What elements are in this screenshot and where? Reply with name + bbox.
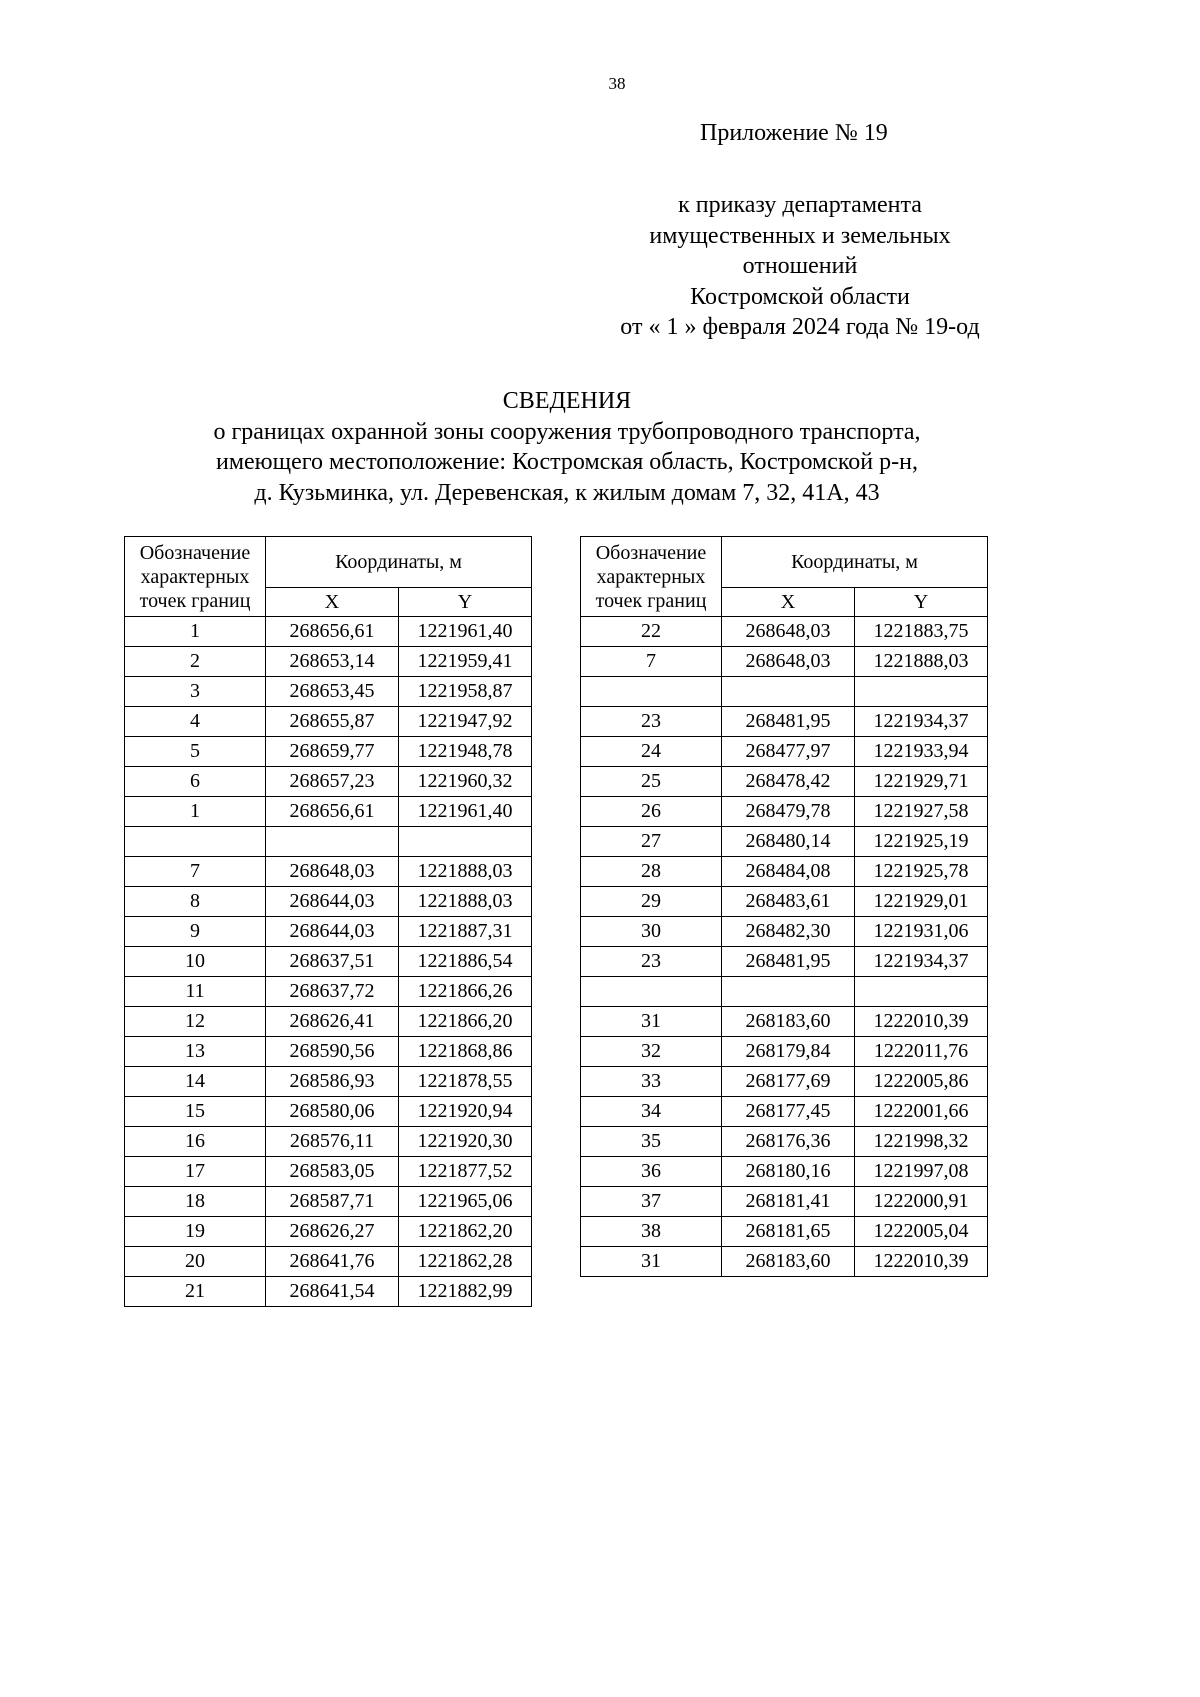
point-column-header: Обозначение характерных точек границ [581,537,722,617]
point-number-cell: 2 [125,647,266,677]
point-number-cell: 19 [125,1217,266,1247]
document-heading [0,386,1134,508]
point-number-cell: 16 [125,1127,266,1157]
table-row [581,767,988,797]
y-coordinate-cell [855,977,988,1007]
x-coordinate-cell: 268478,42 [722,767,855,797]
table-row [581,707,988,737]
coordinates-table-right [580,536,988,1277]
y-coordinate-cell: 1221886,54 [399,947,532,977]
coordinates-header: Координаты, м [266,537,532,588]
point-number-cell: 14 [125,1067,266,1097]
point-number-cell: 28 [581,857,722,887]
x-coordinate-cell: 268626,41 [266,1007,399,1037]
y-coordinate-cell: 1222001,66 [855,1097,988,1127]
point-column-header: Обозначение характерных точек границ [125,537,266,617]
point-number-cell: 20 [125,1247,266,1277]
x-coordinate-cell: 268177,45 [722,1097,855,1127]
point-number-cell [581,677,722,707]
order-line: имущественных и земельных [649,222,951,249]
x-coordinate-cell: 268480,14 [722,827,855,857]
table-row [125,887,532,917]
table-row [125,1127,532,1157]
table-row [125,857,532,887]
y-coordinate-cell: 1221888,03 [399,857,532,887]
point-number-cell: 25 [581,767,722,797]
y-coordinate-cell: 1221961,40 [399,797,532,827]
y-coordinate-cell: 1221965,06 [399,1187,532,1217]
x-coordinate-cell: 268637,72 [266,977,399,1007]
point-number-cell: 1 [125,617,266,647]
point-number-cell: 17 [125,1157,266,1187]
table-row [581,1067,988,1097]
x-coordinate-cell [266,827,399,857]
order-line: от « 1 » февраля 2024 года № 19-од [620,314,980,340]
x-coordinate-cell: 268656,61 [266,797,399,827]
x-coordinate-cell: 268590,56 [266,1037,399,1067]
y-coordinate-cell: 1221920,30 [399,1127,532,1157]
x-coordinate-cell: 268576,11 [266,1127,399,1157]
table-row [581,677,988,707]
x-coordinate-cell: 268626,27 [266,1217,399,1247]
y-coordinate-cell: 1221862,20 [399,1217,532,1247]
table-row [125,617,532,647]
point-number-cell: 11 [125,977,266,1007]
table-row [125,1247,532,1277]
point-number-cell: 29 [581,887,722,917]
x-coordinate-cell: 268481,95 [722,707,855,737]
point-number-cell: 4 [125,707,266,737]
point-number-cell: 10 [125,947,266,977]
x-coordinate-cell: 268479,78 [722,797,855,827]
order-line: отношений [742,253,858,279]
x-coordinate-cell: 268656,61 [266,617,399,647]
y-coordinate-cell: 1221931,06 [855,917,988,947]
point-number-cell: 26 [581,797,722,827]
table-row [125,1067,532,1097]
table-row [125,797,532,827]
table-header-row [125,537,532,588]
y-coordinate-cell [399,827,532,857]
table-row [581,827,988,857]
y-coordinate-cell: 1221862,28 [399,1247,532,1277]
y-coordinate-cell: 1222000,91 [855,1187,988,1217]
point-number-cell: 5 [125,737,266,767]
x-coordinate-cell: 268176,36 [722,1127,855,1157]
point-number-cell [125,827,266,857]
table-row [581,917,988,947]
table-row [581,1037,988,1067]
x-coordinate-cell: 268482,30 [722,917,855,947]
table-row [125,1037,532,1067]
table-row [581,1127,988,1157]
y-coordinate-cell: 1221958,87 [399,677,532,707]
x-coordinate-cell: 268659,77 [266,737,399,767]
y-coordinate-cell: 1221929,71 [855,767,988,797]
y-coordinate-cell: 1221883,75 [855,617,988,647]
point-number-cell: 33 [581,1067,722,1097]
table-row [125,647,532,677]
table-row [125,707,532,737]
y-coordinate-cell: 1221927,58 [855,797,988,827]
y-coordinate-cell: 1221887,31 [399,917,532,947]
table-row [581,737,988,767]
table-row [125,677,532,707]
y-coordinate-cell: 1221866,20 [399,1007,532,1037]
coordinates-table-left [124,536,532,1307]
x-coordinate-cell: 268177,69 [722,1067,855,1097]
table-row [581,887,988,917]
table-row [581,617,988,647]
y-coordinate-cell: 1221960,32 [399,767,532,797]
point-number-cell: 38 [581,1217,722,1247]
point-number-cell: 3 [125,677,266,707]
y-coordinate-cell: 1221934,37 [855,947,988,977]
y-coordinate-cell: 1222011,76 [855,1037,988,1067]
y-coordinate-cell: 1221882,99 [399,1277,532,1307]
x-coordinate-cell: 268655,87 [266,707,399,737]
point-number-cell: 31 [581,1247,722,1277]
table-row [125,1007,532,1037]
point-number-cell: 32 [581,1037,722,1067]
y-coordinate-cell: 1221997,08 [855,1157,988,1187]
table-row [125,767,532,797]
y-coordinate-cell: 1221868,86 [399,1037,532,1067]
x-coordinate-cell: 268641,54 [266,1277,399,1307]
heading-title: СВЕДЕНИЯ [502,388,632,414]
y-coordinate-cell: 1222010,39 [855,1007,988,1037]
y-coordinate-cell: 1222005,04 [855,1217,988,1247]
x-coordinate-cell: 268648,03 [722,647,855,677]
x-coordinate-cell: 268641,76 [266,1247,399,1277]
heading-line: имеющего местоположение: Костромская область, Костромской р-н, [216,449,918,475]
x-coordinate-cell: 268180,16 [722,1157,855,1187]
point-number-cell: 22 [581,617,722,647]
x-coordinate-cell: 268179,84 [722,1037,855,1067]
x-coordinate-cell: 268477,97 [722,737,855,767]
y-coordinate-cell: 1222010,39 [855,1247,988,1277]
table-row [581,647,988,677]
point-number-cell: 7 [125,857,266,887]
point-number-cell: 27 [581,827,722,857]
page-number: 38 [608,74,626,93]
x-coordinate-cell: 268587,71 [266,1187,399,1217]
y-column-header: Y [855,588,988,617]
y-coordinate-cell: 1221948,78 [399,737,532,767]
y-coordinate-cell: 1221947,92 [399,707,532,737]
x-coordinate-cell: 268653,45 [266,677,399,707]
point-number-cell: 9 [125,917,266,947]
table-row [125,1217,532,1247]
table-row [125,827,532,857]
x-coordinate-cell [722,977,855,1007]
y-coordinate-cell: 1221998,32 [855,1127,988,1157]
x-coordinate-cell: 268637,51 [266,947,399,977]
x-coordinate-cell: 268583,05 [266,1157,399,1187]
point-number-cell: 31 [581,1007,722,1037]
x-coordinate-cell [722,677,855,707]
point-number-cell: 21 [125,1277,266,1307]
table-row [125,737,532,767]
point-number-cell: 36 [581,1157,722,1187]
x-coordinate-cell: 268644,03 [266,917,399,947]
y-coordinate-cell: 1221888,03 [399,887,532,917]
order-reference [600,190,1000,343]
x-coordinate-cell: 268484,08 [722,857,855,887]
table-header-row [581,537,988,588]
table-row [125,1097,532,1127]
y-coordinate-cell: 1221920,94 [399,1097,532,1127]
y-coordinate-cell: 1221878,55 [399,1067,532,1097]
x-coordinate-cell: 268648,03 [722,617,855,647]
table-row [581,1157,988,1187]
table-row [581,1247,988,1277]
point-number-cell: 37 [581,1187,722,1217]
table-row [125,1157,532,1187]
table-row [581,1217,988,1247]
x-coordinate-cell: 268657,23 [266,767,399,797]
x-coordinate-cell: 268653,14 [266,647,399,677]
y-coordinate-cell: 1221925,78 [855,857,988,887]
point-number-cell: 15 [125,1097,266,1127]
table-row [581,977,988,1007]
y-coordinate-cell: 1221934,37 [855,707,988,737]
y-coordinate-cell: 1221888,03 [855,647,988,677]
point-number-cell: 12 [125,1007,266,1037]
table-row [581,1097,988,1127]
table-row [581,857,988,887]
point-number-cell: 13 [125,1037,266,1067]
x-coordinate-cell: 268580,06 [266,1097,399,1127]
x-coordinate-cell: 268181,41 [722,1187,855,1217]
point-number-cell: 8 [125,887,266,917]
point-number-cell: 7 [581,647,722,677]
y-coordinate-cell: 1221925,19 [855,827,988,857]
table-row [125,977,532,1007]
point-number-cell: 6 [125,767,266,797]
table-row [125,1277,532,1307]
point-number-cell: 24 [581,737,722,767]
x-coordinate-cell: 268181,65 [722,1217,855,1247]
table-row [125,947,532,977]
y-coordinate-cell: 1222005,86 [855,1067,988,1097]
y-coordinate-cell: 1221959,41 [399,647,532,677]
x-coordinate-cell: 268183,60 [722,1247,855,1277]
x-coordinate-cell: 268644,03 [266,887,399,917]
heading-line: д. Кузьминка, ул. Деревенская, к жилым домам 7, 32, 41А, 43 [254,479,880,506]
y-coordinate-cell: 1221866,26 [399,977,532,1007]
x-coordinate-cell: 268483,61 [722,887,855,917]
y-coordinate-cell: 1221877,52 [399,1157,532,1187]
point-number-cell: 18 [125,1187,266,1217]
coordinates-header: Координаты, м [722,537,988,588]
x-coordinate-cell: 268586,93 [266,1067,399,1097]
x-coordinate-cell: 268183,60 [722,1007,855,1037]
order-line: к приказу департамента [678,192,922,218]
y-column-header: Y [399,588,532,617]
point-number-cell: 30 [581,917,722,947]
y-coordinate-cell: 1221929,01 [855,887,988,917]
order-line: Костромской области [690,283,910,310]
table-row [125,917,532,947]
heading-line: о границах охранной зоны сооружения трубопроводного транспорта, [213,418,921,445]
point-number-cell [581,977,722,1007]
table-row [581,797,988,827]
table-row [581,1187,988,1217]
y-coordinate-cell: 1221961,40 [399,617,532,647]
table-row [581,947,988,977]
y-coordinate-cell: 1221933,94 [855,737,988,767]
point-number-cell: 23 [581,947,722,977]
appendix-title: Приложение № 19 [700,120,888,146]
point-number-cell: 23 [581,707,722,737]
x-column-header: X [722,588,855,617]
point-number-cell: 35 [581,1127,722,1157]
table-row [581,1007,988,1037]
table-row [125,1187,532,1217]
point-number-cell: 1 [125,797,266,827]
y-coordinate-cell [855,677,988,707]
x-column-header: X [266,588,399,617]
point-number-cell: 34 [581,1097,722,1127]
x-coordinate-cell: 268648,03 [266,857,399,887]
x-coordinate-cell: 268481,95 [722,947,855,977]
